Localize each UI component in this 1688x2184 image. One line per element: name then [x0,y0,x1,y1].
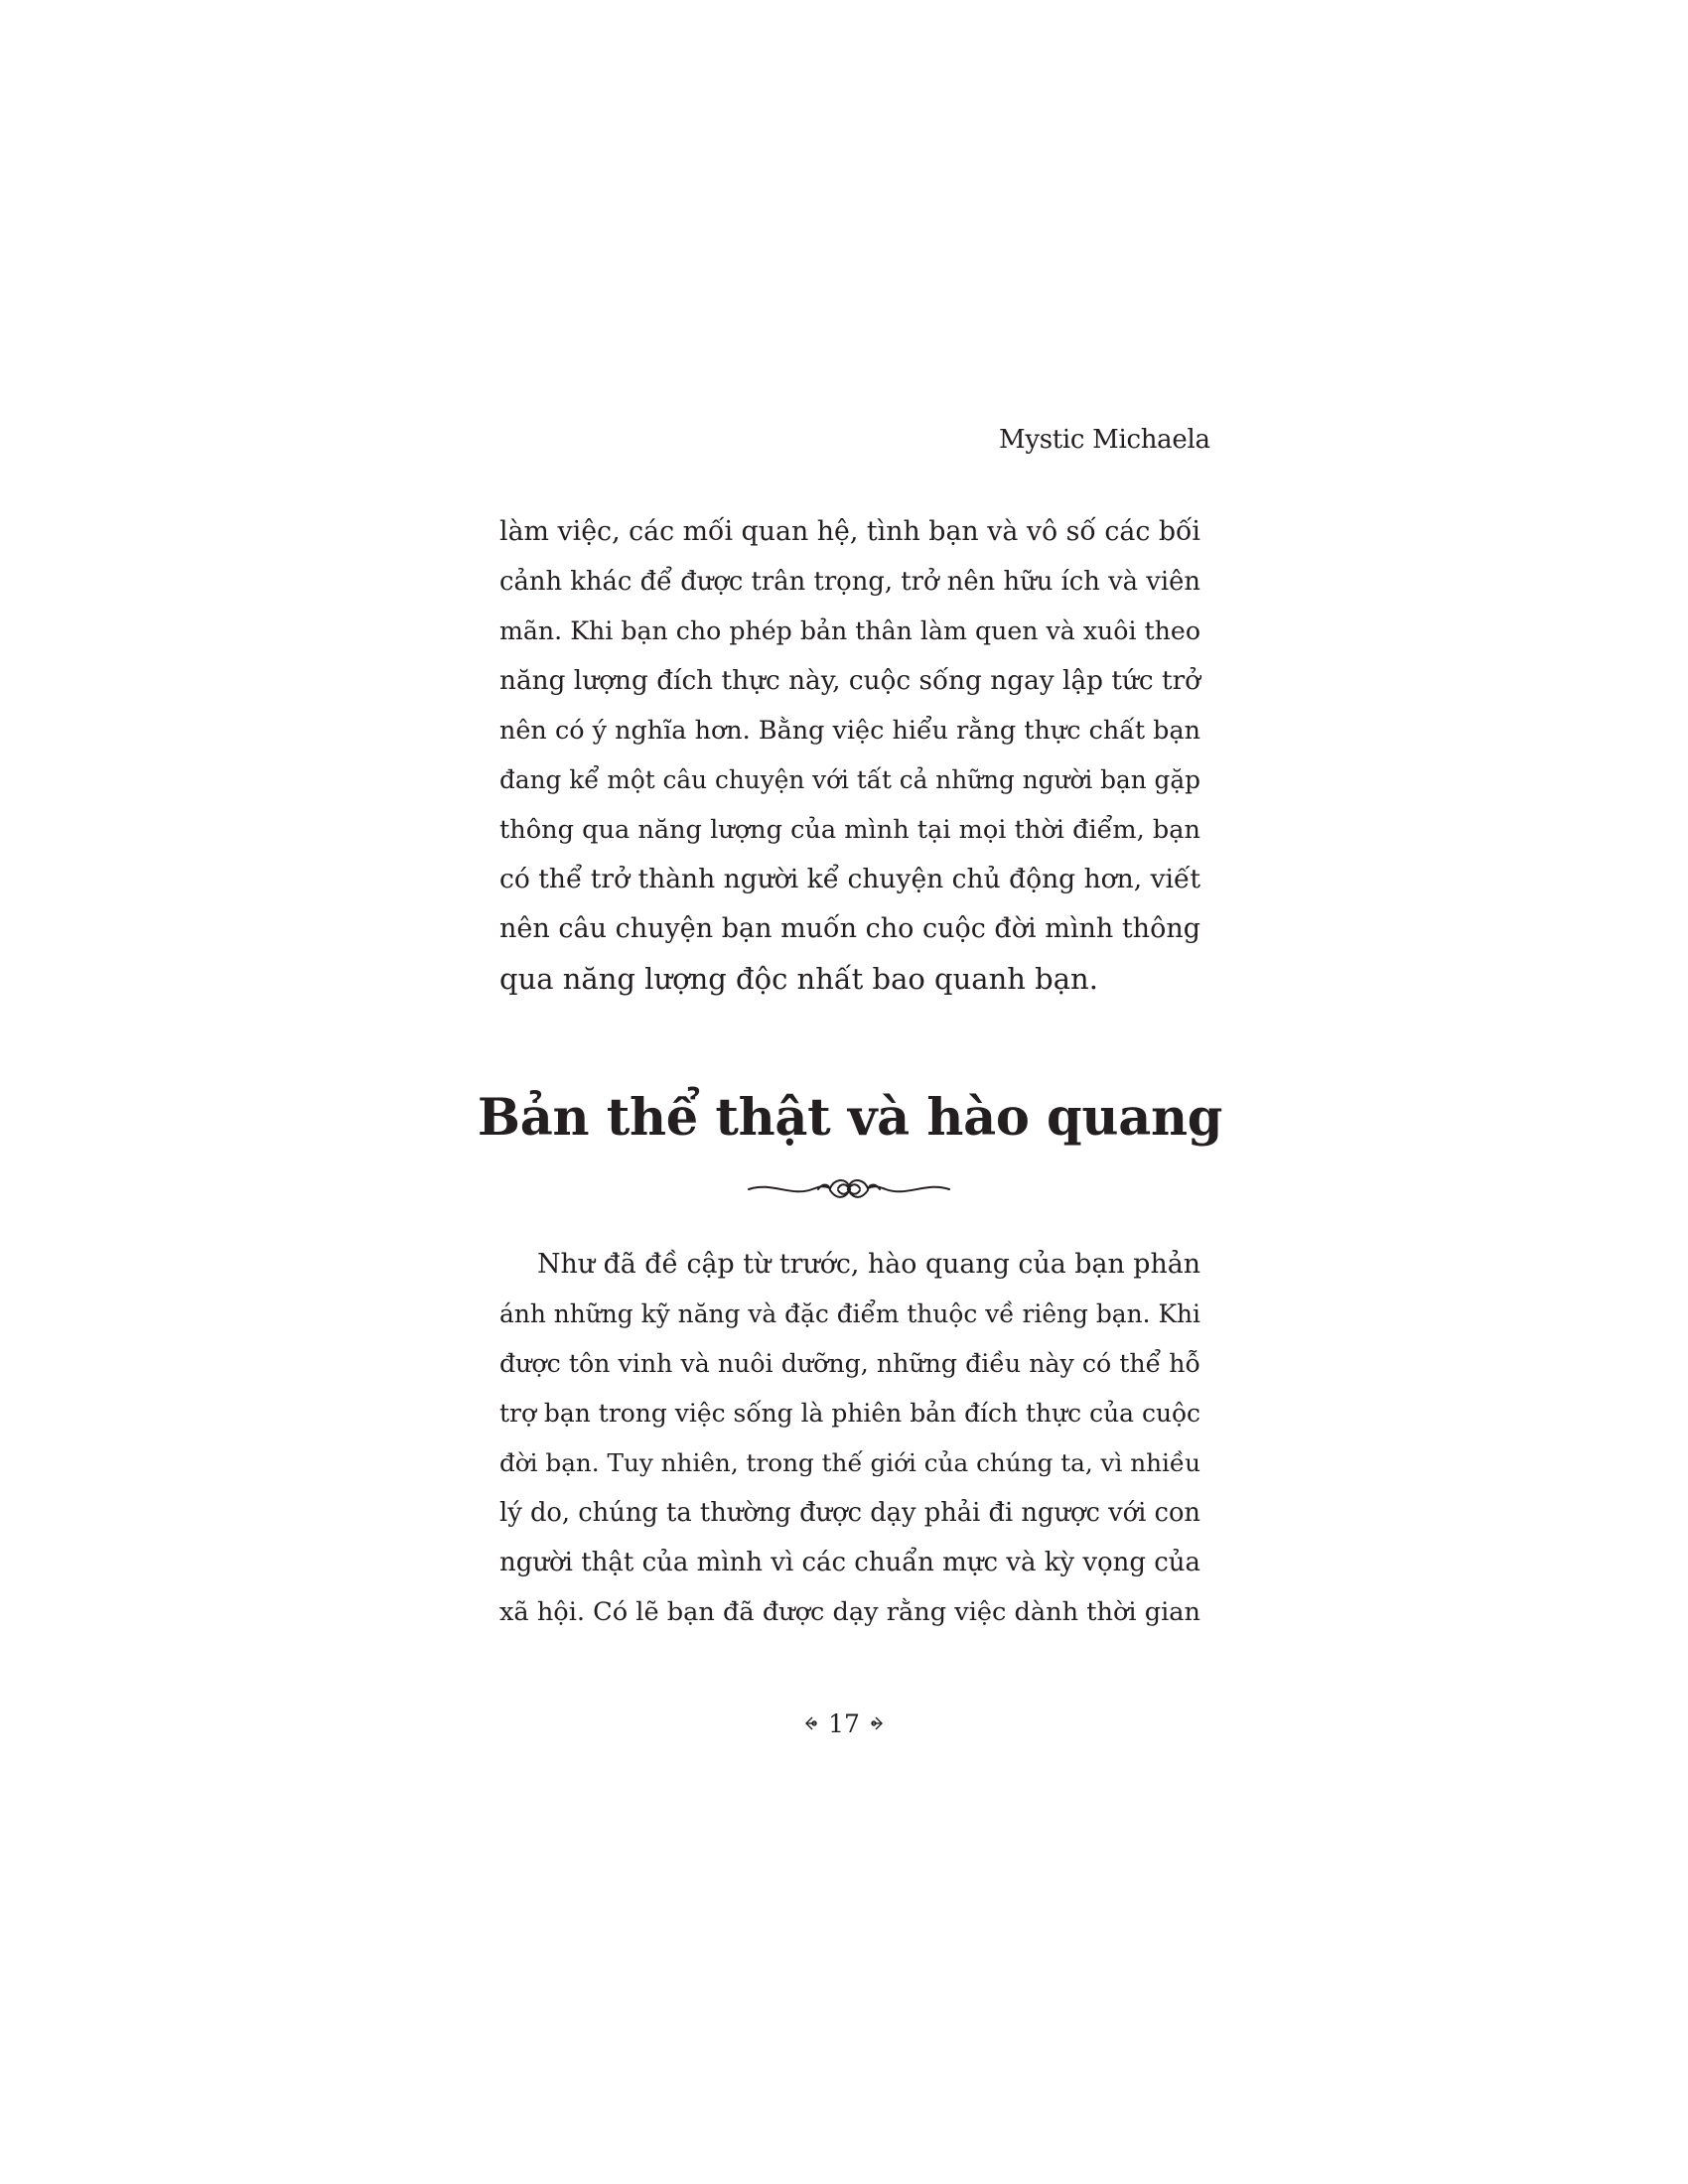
section-heading: Bản thể thật và hào quang [477,1088,1223,1148]
page-number [794,1704,894,1743]
body-paragraph-2 [499,1240,1200,1637]
text-line: cảnh khác để được trân trọng, trở nên hữu ích và viên [499,567,1200,597]
text-line: được tôn vinh và nuôi dưỡng, những điều này có thể hỗ [499,1349,1200,1378]
right-ornament-icon [870,1713,886,1733]
body-paragraph-1 [499,507,1200,1004]
text-line: ánh những kỹ năng và đặc điểm thuộc về riêng bạn. Khi [499,1299,1200,1328]
text-line: trợ bạn trong việc sống là phiên bản đích thực của cuộc [499,1399,1200,1428]
text-line: nên có ý nghĩa hơn. Bằng việc hiểu rằng thực chất bạn [499,716,1200,746]
text-line: đang kể một câu chuyện với tất cả những người bạn gặp [499,765,1200,794]
text-line: năng lượng đích thực này, cuộc sống ngay lập tức trở [499,666,1200,696]
text-line: Như đã đề cập từ trước, hào quang của bạn phản [537,1249,1200,1280]
text-line: nên câu chuyện bạn muốn cho cuộc đời mình thông [499,913,1200,944]
flourish-divider-icon [747,1169,951,1207]
page-number-text: 17 [828,1708,860,1738]
text-line: mãn. Khi bạn cho phép bản thân làm quen và xuôi theo [499,616,1200,645]
running-header [993,415,1210,465]
left-ornament-icon [802,1713,818,1733]
text-line: thông qua năng lượng của mình tại mọi thời điểm, bạn [499,815,1200,845]
text-line: qua năng lượng độc nhất bao quanh bạn. [499,962,1098,996]
text-line: làm việc, các mối quan hệ, tình bạn và vô số các bối [499,516,1200,547]
text-line: lý do, chúng ta thường được dạy phải đi ngược với con [499,1498,1200,1528]
text-line: có thể trở thành người kể chuyện chủ động hơn, viết [499,864,1200,894]
text-line: xã hội. Có lẽ bạn đã được dạy rằng việc dành thời gian [499,1597,1200,1627]
running-header-title: Mystic Michaela [999,425,1210,455]
text-line: đời bạn. Tuy nhiên, trong thế giới của chúng ta, vì nhiều [499,1448,1200,1477]
text-line: người thật của mình vì các chuẩn mực và kỳ vọng của [499,1548,1200,1577]
